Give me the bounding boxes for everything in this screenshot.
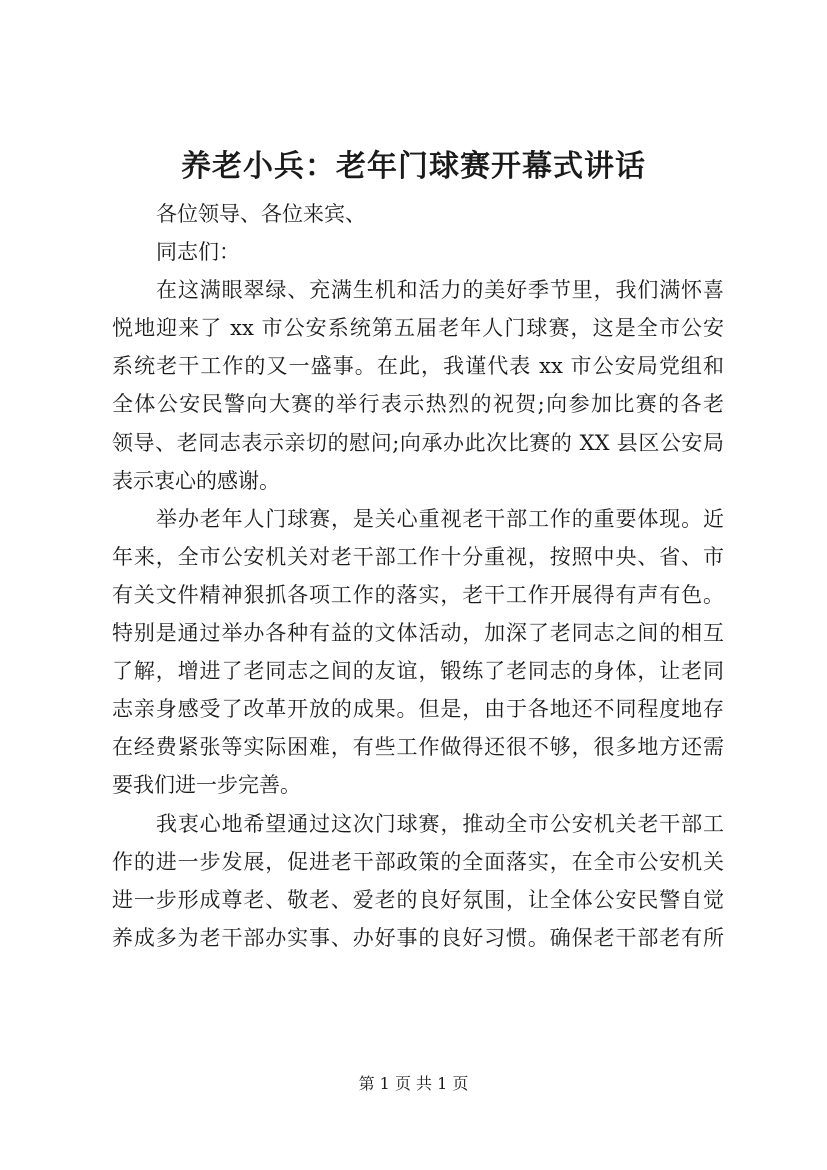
paragraph-line: 养成多为老干部办实事、办好事的良好习惯。确保老干部老有所 [112,925,724,950]
paragraph-line: 在经费紧张等实际困难，有些工作做得还很不够，很多地方还需 [112,735,724,760]
paragraph-line: 特别是通过举办各种有益的文体活动，加深了老同志之间的相互 [112,621,724,646]
paragraph-line: 我衷心地希望通过这次门球赛，推动全市公安机关老干部工 [156,811,724,836]
paragraph-line: 作的进一步发展，促进老干部政策的全面落实，在全市公安机关 [112,849,724,874]
document-body [112,195,724,957]
salutation-line: 各位领导、各位来宾、 [156,202,366,226]
paragraph-line: 举办老年人门球赛，是关心重视老干部工作的重要体现。近 [156,506,724,531]
paragraph-line: 有关文件精神狠抓各项工作的落实，老干工作开展得有声有色。 [112,582,724,607]
paragraph-line: 了解，增进了老同志之间的友谊，锻练了老同志的身体，让老同 [112,659,724,684]
paragraph-line: 在这满眼翠绿、充满生机和活力的美好季节里，我们满怀喜 [156,278,724,303]
page-title: 养老小兵：老年门球赛开幕式讲话 [181,149,646,184]
paragraph-line: 志亲身感受了改革开放的成果。但是，由于各地还不同程度地存 [112,697,724,722]
salutation-line: 同志们： [156,240,240,265]
paragraph-line: 系统老干工作的又一盛事。在此，我谨代表 xx 市公安局党组和 [112,354,724,379]
paragraph-line: 全体公安民警向大赛的举行表示热烈的祝贺;向参加比赛的各老 [112,392,724,417]
page-footer: 第 1 页 共 1 页 [358,1074,469,1093]
paragraph-line: 悦地迎来了 xx 市公安系统第五届老年人门球赛，这是全市公安 [112,316,724,341]
paragraph-line: 领导、老同志表示亲切的慰问;向承办此次比赛的 XX 县区公安局 [112,430,724,455]
paragraph-line: 表示衷心的感谢。 [112,468,280,493]
paragraph-line: 年来，全市公安机关对老干部工作十分重视，按照中央、省、市 [112,544,724,569]
paragraph-line: 要我们进一步完善。 [112,773,301,798]
paragraph-line: 进一步形成尊老、敬老、爱老的良好氛围，让全体公安民警自觉 [112,887,724,912]
